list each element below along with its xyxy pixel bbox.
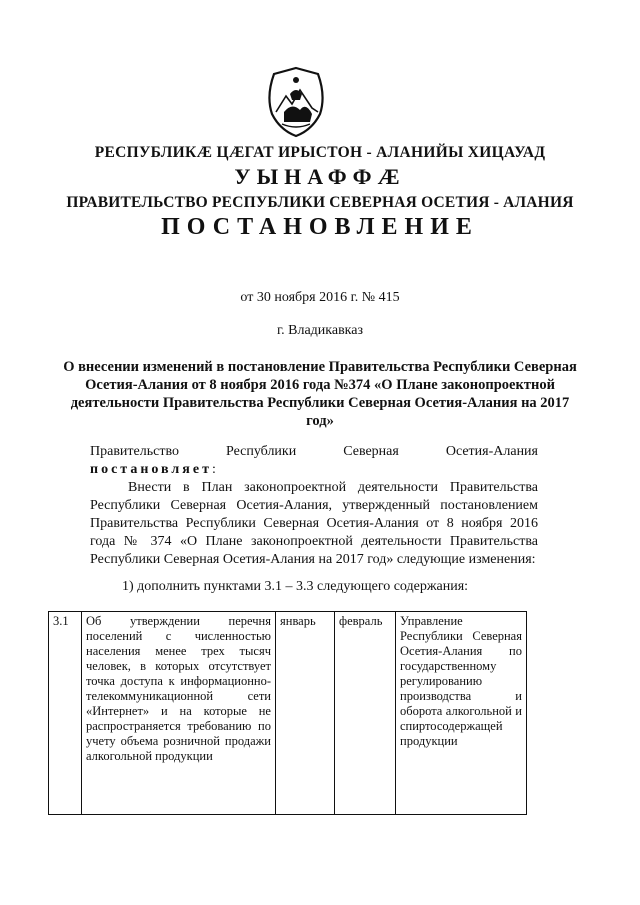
preamble-colon: :	[211, 462, 216, 477]
cell-number: 3.1	[49, 612, 82, 815]
coat-of-arms-icon	[262, 66, 330, 138]
cell-subject: Об утверждении перечня поселений с численностью населения менее трех тысяч человек, в которых отсутствует точка доступа к информационно-телекоммуникационной сети «Интернет» и на которые не распространяется требованию по учету объема розничной продажи алкогольной продукции	[82, 612, 276, 815]
cell-end: февраль	[335, 612, 396, 815]
paragraph-item-1: 1) дополнить пунктами 3.1 – 3.3 следующего содержания:	[122, 579, 469, 594]
amendments-table	[48, 611, 527, 815]
preamble-text: Правительство Республики Северная Осетия-Алания	[90, 444, 538, 459]
cell-start: январь	[276, 612, 335, 815]
decree-ossetian-heading: УЫНАФФӔ	[234, 164, 406, 189]
decree-date: от 30 ноября 2016 г. № 415	[240, 290, 400, 305]
decree-title: О внесении изменений в постановление Правительства Республики Северная Осетия-Алания от 8 ноября 2016 года №374 «О Плане законопроектной деятельности Правительства Республики Северная Осетия-Алания на 2017 год»	[63, 359, 577, 429]
decree-heading: ПОСТАНОВЛЕНИЕ	[161, 214, 479, 240]
government-heading: ПРАВИТЕЛЬСТВО РЕСПУБЛИКИ СЕВЕРНАЯ ОСЕТИЯ - АЛАНИЯ	[66, 194, 574, 211]
cell-responsible: Управление Республики Северная Осетия-Алания по государственному регулированию производства и оборота алкогольной и спиртосодержащей продукции	[396, 612, 527, 815]
republic-ossetian-heading: РЕСПУБЛИКӔ ЦӔГАТ ИРЫСТОН - АЛАНИЙЫ ХИЦАУАД	[94, 144, 546, 161]
paragraph-changes: Внести в План законопроектной деятельности Правительства Республики Северная Осетия-Алания, утвержденный постановлением Правительства Республики Северная Осетия-Алания от 8 ноября 2016 года № 374 «О Плане законопроектной деятельности Правительства Республики Северная Осетия-Алания на 2017 год» следующие изменения:	[90, 480, 538, 567]
table-row	[49, 612, 527, 815]
paragraph-preamble	[90, 443, 538, 479]
preamble-action: постановляет	[90, 462, 212, 477]
decree-city: г. Владикавказ	[276, 323, 364, 338]
